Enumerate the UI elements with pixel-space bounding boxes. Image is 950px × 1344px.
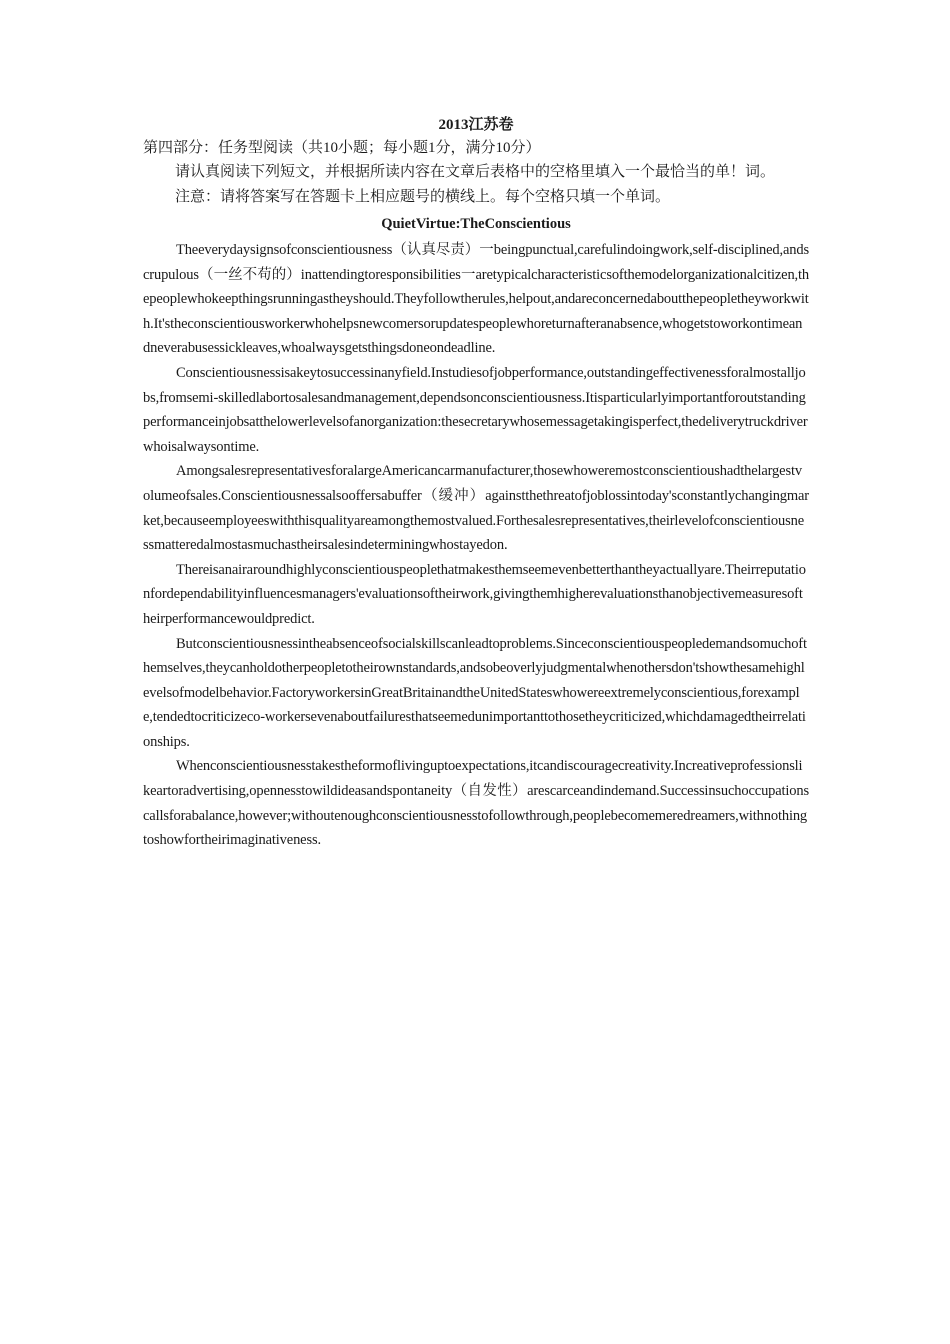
passage-paragraph-2: Conscientiousnessisakeytosuccessinanyfield.Instudiesofjobperformance,outstandingeffectivenessforalmostalljobs,fromsemi-skilledlabortosalesandmanagement,dependsonconscientiousness.Itisparticularlyimportantforoutstandingperformanceinjobsatthelowerlevelsofanorganization:thesecretarywhosemessagetakingisperfect,thedeliverytruckdriverwhoisalwaysontime. [143, 364, 808, 455]
section-header: 第四部分：任务型阅读（共10小题；每小题1分，满分10分） [143, 140, 541, 156]
instruction-note: 注意：请将答案写在答题卡上相应题号的横线上。每个空格只填一个单词。 [175, 189, 671, 205]
passage-paragraph-5: Butconscientiousnessintheabsenceofsocialskillscanleadtoproblems.Sinceconscientiouspeopledemandsomuchofthemselves,theycanholdotherpeopletotheirownstandards,andsobeoverlyjudgmentalwhenothersdon'tshowthesamehighlevelsofmodelbehavior.FactoryworkersinGreatBritainandtheUnitedStateswhowereextremelyconscientious,forexample,tendedtocriticizeco-workersevenaboutfailuresthatseemedunimportanttothosetheycriticized,whichdamagedtheirrelationships. [143, 635, 807, 750]
passage-paragraph-4: Thereisanairaroundhighlyconscientiouspeoplethatmakesthemseemevenbetterthantheyactuallyare.Theirreputationfordependabilityinfluencesmanagers'evaluationsoftheirwork,givingthemhigherevaluationsthanobjectivemeasuresoftheirperformancewouldpredict. [143, 561, 806, 627]
passage-title: QuietVirtue:TheConscientious [381, 216, 571, 232]
page-title: 2013江苏卷 [438, 117, 514, 133]
passage-paragraph-6: Whenconscientiousnesstakestheformoflivinguptoexpectations,itcandiscouragecreativity.Increativeprofessionslikeartoradvertising,opennesstowildideasandspontaneity（自发性）arescarceandindemand.Successinsuchoccupationscallsforabalance,however;withoutenoughconscientiousnesstofollowthrough,peoplebecomemeredreamers,withnothingtoshowfortheirimaginativeness. [143, 758, 809, 849]
document-page [143, 114, 809, 853]
instruction-text: 请认真阅读下列短文，并根据所读内容在文章后表格中的空格里填入一个最恰当的单！词。 [175, 164, 776, 180]
passage-paragraph-1: Theeverydaysignsofconscientiousness（认真尽责）一beingpunctual,carefulindoingwork,self-disciplined,andscrupulous（一丝不苟的）inattendingtoresponsibilities一aretypicalcharacteristicsofthemodelorganizationalcitizen,thepeoplewhokeepthingsrunningastheyshould.Theyfollowtherules,helpout,andareconcernedaboutthepeopletheyworkwith.It'stheconscientiousworkerwhohelpsnewcomersorupdatespeoplewhoreturnafteranabsence,whogetstoworkontimeandneverabusessickleaves,whoalwaysgetsthingsdoneondeadline. [143, 242, 809, 357]
passage-paragraph-3: AmongsalesrepresentativesforalargeAmericancarmanufacturer,thosewhoweremostconscientioushadthelargestvolumeofsales.Conscientiousnessalsooffersabuffer（缓冲）againstthethreatofjoblossintoday'sconstantlychangingmarket,becauseemployeeswiththisqualityareamongthemostvalued.Forthesalesrepresentatives,theirlevelofconscientiousnessmatteredalmostasmuchastheirsalesindeterminingwhostayedon. [143, 463, 809, 554]
